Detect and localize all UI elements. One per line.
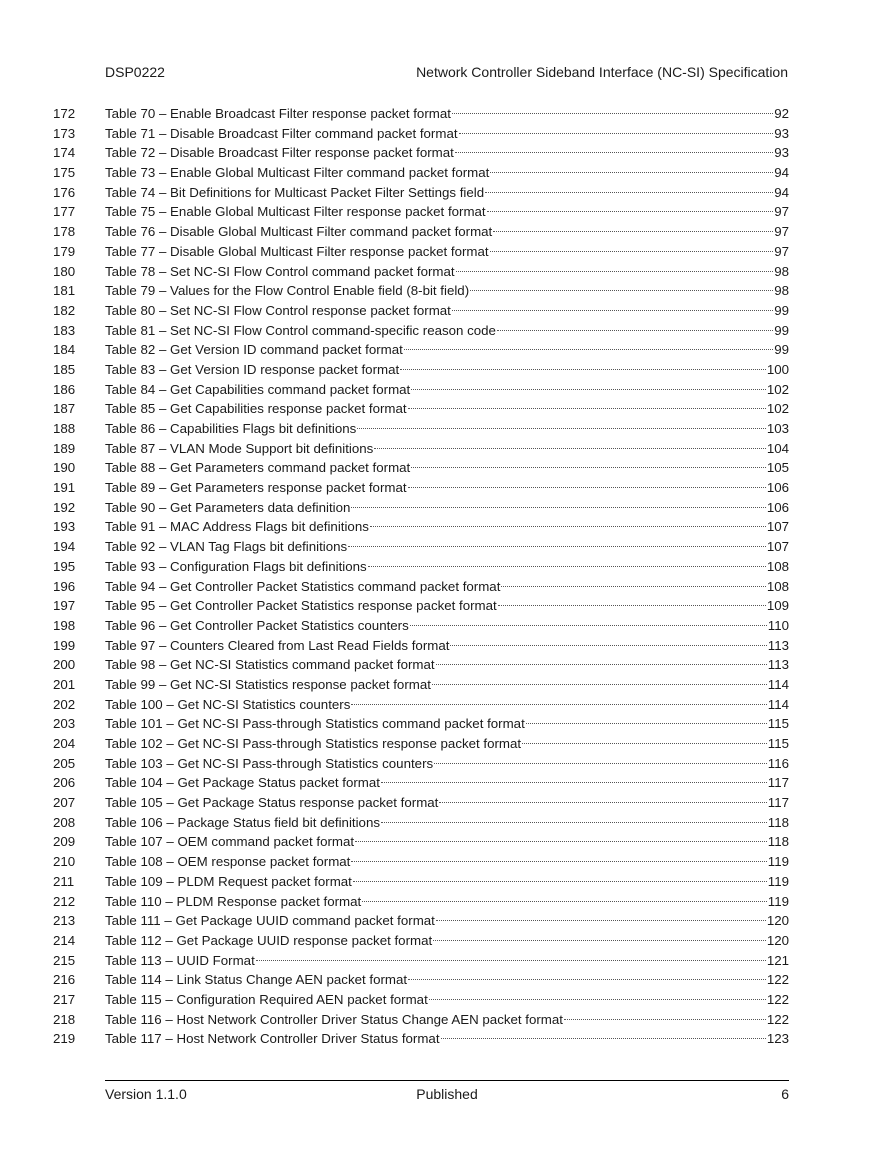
line-number: 202	[53, 696, 76, 712]
toc-entry-title: Table 102 – Get NC-SI Pass-through Statistics response packet format	[105, 736, 522, 751]
toc-row	[53, 675, 789, 695]
dot-leader	[493, 230, 773, 232]
dot-leader	[408, 978, 766, 980]
dot-leader	[452, 112, 773, 114]
dot-leader	[433, 939, 766, 941]
footer-page-number: 6	[781, 1086, 789, 1102]
toc-entry-page: 113	[767, 637, 789, 653]
dot-leader	[256, 959, 766, 961]
toc-entry-link[interactable]	[105, 242, 789, 262]
dot-leader	[564, 1018, 766, 1020]
page-header	[105, 64, 788, 80]
toc-row	[53, 281, 789, 301]
dot-leader	[355, 840, 767, 842]
toc-entry-page: 105	[766, 460, 789, 476]
line-number: 182	[53, 302, 76, 318]
dot-leader	[485, 191, 773, 193]
toc-row	[53, 419, 789, 439]
toc-entry-link[interactable]	[105, 1010, 789, 1030]
toc-row	[53, 931, 789, 951]
toc-entry-title: Table 100 – Get NC-SI Statistics counters	[105, 696, 351, 712]
toc-entry-page: 119	[767, 873, 789, 889]
toc-row	[53, 970, 789, 990]
toc-entry-page: 97	[774, 243, 789, 259]
toc-entry-link[interactable]	[105, 360, 789, 380]
toc-entry-link[interactable]	[105, 872, 789, 892]
toc-entry-title: Table 93 – Configuration Flags bit definitions	[105, 558, 367, 574]
toc-entry-link[interactable]	[105, 813, 789, 833]
toc-entry-title: Table 83 – Get Version ID response packet format	[105, 361, 400, 377]
toc-row	[53, 734, 789, 754]
line-number: 218	[53, 1011, 76, 1027]
dot-leader	[450, 644, 766, 646]
page-footer	[105, 1086, 789, 1102]
toc-entry-page: 122	[766, 1011, 789, 1027]
toc-row	[53, 242, 789, 262]
toc-entry-link[interactable]	[105, 793, 789, 813]
document-title: Network Controller Sideband Interface (NC-SI) Specification	[416, 64, 788, 80]
toc-row	[53, 577, 789, 597]
dot-leader	[522, 742, 767, 744]
line-number: 207	[53, 795, 76, 811]
toc-row	[53, 872, 789, 892]
toc-entry-link[interactable]	[105, 616, 789, 636]
line-number: 190	[53, 460, 76, 476]
dot-leader	[370, 525, 766, 527]
toc-entry-link[interactable]	[105, 143, 789, 163]
dot-leader	[452, 309, 773, 311]
toc-row	[53, 911, 789, 931]
toc-entry-title: Table 110 – PLDM Response packet format	[105, 893, 362, 909]
toc-entry-title: Table 101 – Get NC-SI Pass-through Statistics command packet format	[105, 716, 525, 732]
line-number: 185	[53, 361, 76, 377]
line-number: 219	[53, 1031, 76, 1047]
toc-entry-link[interactable]	[105, 990, 789, 1010]
line-number: 197	[53, 598, 76, 614]
toc-entry-title: Table 105 – Get Package Status response packet format	[105, 795, 439, 811]
toc-row	[53, 104, 789, 124]
toc-entry-link[interactable]	[105, 655, 789, 675]
dot-leader	[441, 1037, 766, 1039]
toc-entry-link[interactable]	[105, 695, 789, 715]
line-number: 186	[53, 381, 76, 397]
toc-entry-title: Table 113 – UUID Format	[105, 952, 255, 968]
toc-entry-page: 119	[767, 854, 789, 870]
toc-row	[53, 990, 789, 1010]
toc-row	[53, 301, 789, 321]
toc-row	[53, 321, 789, 341]
toc-row	[53, 537, 789, 557]
dot-leader	[497, 329, 773, 331]
toc-entry-title: Table 91 – MAC Address Flags bit definitions	[105, 519, 369, 535]
toc-entry-link[interactable]	[105, 892, 789, 912]
toc-entry-title: Table 75 – Enable Global Multicast Filter response packet format	[105, 204, 486, 220]
toc-entry-page: 109	[766, 598, 789, 614]
toc-entry-page: 99	[774, 322, 789, 338]
dot-leader	[487, 210, 774, 212]
toc-entry-page: 117	[767, 795, 789, 811]
toc-entry-link[interactable]	[105, 832, 789, 852]
dot-leader	[432, 683, 767, 685]
line-number: 203	[53, 716, 76, 732]
document-id: DSP0222	[105, 64, 165, 80]
toc-entry-page: 98	[774, 283, 789, 299]
toc-row	[53, 360, 789, 380]
toc-entry-title: Table 116 – Host Network Controller Driver Status Change AEN packet format	[105, 1011, 563, 1027]
toc-entry-title: Table 87 – VLAN Mode Support bit definitions	[105, 440, 374, 456]
toc-entry-link[interactable]	[105, 636, 789, 656]
toc-entry-link[interactable]	[105, 439, 789, 459]
dot-leader	[400, 368, 766, 370]
toc-row	[53, 832, 789, 852]
toc-entry-title: Table 115 – Configuration Required AEN packet format	[105, 991, 428, 1007]
toc-entry-title: Table 73 – Enable Global Multicast Filter command packet format	[105, 165, 490, 181]
toc-entry-link[interactable]	[105, 478, 789, 498]
toc-row	[53, 695, 789, 715]
toc-entry-page: 117	[767, 775, 789, 791]
toc-entry-title: Table 106 – Package Status field bit definitions	[105, 814, 380, 830]
dot-leader	[490, 250, 774, 252]
line-number: 213	[53, 913, 76, 929]
toc-row	[53, 124, 789, 144]
dot-leader	[410, 624, 767, 626]
toc-entry-title: Table 94 – Get Controller Packet Statistics command packet format	[105, 578, 501, 594]
toc-entry-page: 118	[767, 814, 789, 830]
toc-entry-link[interactable]	[105, 281, 789, 301]
toc-row	[53, 636, 789, 656]
toc-entry-title: Table 78 – Set NC-SI Flow Control command packet format	[105, 263, 455, 279]
dot-leader	[439, 801, 766, 803]
toc-entry-title: Table 85 – Get Capabilities response packet format	[105, 401, 407, 417]
toc-entry-title: Table 114 – Link Status Change AEN packet format	[105, 972, 408, 988]
toc-entry-title: Table 108 – OEM response packet format	[105, 854, 351, 870]
toc-entry-link[interactable]	[105, 163, 789, 183]
toc-entry-link[interactable]	[105, 754, 789, 774]
toc-entry-link[interactable]	[105, 773, 789, 793]
toc-entry-title: Table 70 – Enable Broadcast Filter response packet format	[105, 106, 451, 121]
toc-entry-link[interactable]	[105, 931, 789, 951]
toc-entry-link[interactable]	[105, 340, 789, 360]
toc-entry-title: Table 95 – Get Controller Packet Statistics response packet format	[105, 598, 497, 614]
toc-row	[53, 773, 789, 793]
toc-row	[53, 1010, 789, 1030]
toc-entry-page: 120	[766, 913, 789, 929]
toc-row	[53, 892, 789, 912]
toc-entry-title: Table 89 – Get Parameters response packet format	[105, 480, 407, 496]
toc-entry-link[interactable]	[105, 380, 789, 400]
dot-leader	[434, 762, 767, 764]
toc-entry-page: 115	[767, 736, 789, 751]
toc-entry-page: 114	[767, 696, 789, 712]
line-number: 201	[53, 676, 76, 692]
toc-entry-page: 100	[766, 361, 789, 377]
footer-version: Version 1.1.0	[105, 1086, 187, 1102]
line-number: 200	[53, 657, 76, 673]
line-number: 212	[53, 893, 76, 909]
toc-entry-page: 119	[767, 893, 789, 909]
line-number: 193	[53, 519, 76, 535]
dot-leader	[374, 447, 765, 449]
line-number: 173	[53, 125, 76, 141]
line-number: 214	[53, 932, 76, 948]
toc-entry-link[interactable]	[105, 911, 789, 931]
toc-entry-title: Table 88 – Get Parameters command packet format	[105, 460, 411, 476]
toc-entry-page: 99	[774, 342, 789, 358]
line-number: 196	[53, 578, 76, 594]
toc-row	[53, 1029, 789, 1049]
toc-entry-title: Table 71 – Disable Broadcast Filter command packet format	[105, 125, 458, 141]
line-number: 188	[53, 421, 76, 436]
footer-status: Published	[416, 1086, 478, 1102]
toc-entry-title: Table 104 – Get Package Status packet format	[105, 775, 380, 791]
toc-entry-page: 108	[766, 558, 789, 574]
dot-leader	[470, 289, 773, 291]
dot-leader	[411, 466, 766, 468]
toc-entry-page: 120	[766, 932, 789, 948]
list-of-tables	[53, 104, 789, 1049]
toc-entry-page: 123	[766, 1031, 789, 1047]
toc-entry-title: Table 77 – Disable Global Multicast Filter response packet format	[105, 243, 489, 259]
toc-entry-title: Table 97 – Counters Cleared from Last Read Fields format	[105, 637, 450, 653]
dot-leader	[351, 860, 766, 862]
dot-leader	[348, 545, 766, 547]
toc-entry-page: 98	[774, 263, 789, 279]
toc-entry-page: 110	[767, 617, 789, 633]
toc-entry-link[interactable]	[105, 458, 789, 478]
toc-entry-link[interactable]	[105, 970, 789, 990]
line-number: 175	[53, 165, 76, 181]
toc-entry-page: 115	[767, 716, 789, 732]
toc-entry-title: Table 81 – Set NC-SI Flow Control command-specific reason code	[105, 322, 496, 338]
toc-entry-page: 108	[766, 578, 789, 594]
toc-entry-title: Table 107 – OEM command packet format	[105, 834, 355, 850]
toc-entry-page: 118	[767, 834, 789, 850]
dot-leader	[351, 703, 766, 705]
toc-row	[53, 262, 789, 282]
dot-leader	[436, 663, 767, 665]
toc-entry-page: 107	[766, 519, 789, 535]
toc-entry-title: Table 86 – Capabilities Flags bit definitions	[105, 421, 357, 436]
line-number: 187	[53, 401, 76, 417]
dot-leader	[351, 506, 765, 508]
toc-row	[53, 340, 789, 360]
toc-entry-link[interactable]	[105, 124, 789, 144]
toc-entry-title: Table 82 – Get Version ID command packet format	[105, 342, 403, 358]
line-number: 210	[53, 854, 76, 870]
toc-row	[53, 478, 789, 498]
toc-entry-link[interactable]	[105, 104, 789, 124]
toc-row	[53, 951, 789, 971]
toc-entry-link[interactable]	[105, 419, 789, 439]
toc-entry-title: Table 96 – Get Controller Packet Statistics counters	[105, 617, 409, 633]
toc-row	[53, 655, 789, 675]
toc-row	[53, 183, 789, 203]
toc-entry-page: 97	[774, 224, 789, 240]
toc-entry-link[interactable]	[105, 202, 789, 222]
toc-entry-title: Table 72 – Disable Broadcast Filter response packet format	[105, 145, 454, 161]
toc-entry-page: 99	[774, 302, 789, 318]
toc-row	[53, 439, 789, 459]
line-number: 215	[53, 952, 76, 968]
toc-row	[53, 616, 789, 636]
line-number: 184	[53, 342, 76, 358]
line-number: 192	[53, 499, 76, 515]
toc-entry-title: Table 117 – Host Network Controller Driver Status format	[105, 1031, 440, 1047]
toc-entry-page: 107	[766, 539, 789, 555]
dot-leader	[526, 722, 767, 724]
dot-leader	[368, 565, 766, 567]
toc-entry-link[interactable]	[105, 675, 789, 695]
toc-entry-page: 122	[766, 991, 789, 1007]
toc-entry-page: 122	[766, 972, 789, 988]
toc-row	[53, 517, 789, 537]
line-number: 180	[53, 263, 76, 279]
toc-entry-page: 94	[774, 165, 789, 181]
line-number: 204	[53, 736, 76, 751]
toc-entry-link[interactable]	[105, 1029, 789, 1049]
toc-entry-title: Table 74 – Bit Definitions for Multicast Packet Filter Settings field	[105, 184, 485, 200]
toc-entry-title: Table 99 – Get NC-SI Statistics response packet format	[105, 676, 431, 692]
dot-leader	[459, 132, 774, 134]
toc-entry-link[interactable]	[105, 596, 789, 616]
toc-entry-link[interactable]	[105, 951, 789, 971]
line-number: 211	[53, 873, 75, 889]
toc-entry-page: 106	[766, 499, 789, 515]
line-number: 176	[53, 184, 76, 200]
toc-entry-link[interactable]	[105, 517, 789, 537]
dot-leader	[501, 585, 765, 587]
toc-entry-page: 114	[767, 676, 789, 692]
toc-entry-link[interactable]	[105, 537, 789, 557]
toc-entry-page: 103	[766, 421, 789, 436]
dot-leader	[456, 270, 774, 272]
toc-entry-page: 94	[774, 184, 789, 200]
toc-entry-title: Table 98 – Get NC-SI Statistics command packet format	[105, 657, 435, 673]
toc-entry-title: Table 80 – Set NC-SI Flow Control response packet format	[105, 302, 451, 318]
toc-entry-page: 92	[774, 106, 789, 121]
line-number: 199	[53, 637, 76, 653]
dot-leader	[455, 151, 773, 153]
toc-entry-link[interactable]	[105, 577, 789, 597]
toc-entry-link[interactable]	[105, 852, 789, 872]
toc-entry-link[interactable]	[105, 557, 789, 577]
toc-entry-link[interactable]	[105, 321, 789, 341]
toc-entry-title: Table 111 – Get Package UUID command packet format	[105, 913, 435, 929]
dot-leader	[408, 486, 766, 488]
toc-row	[53, 458, 789, 478]
toc-entry-page: 104	[766, 440, 789, 456]
toc-row	[53, 222, 789, 242]
toc-entry-page: 116	[767, 755, 789, 771]
toc-row	[53, 557, 789, 577]
line-number: 189	[53, 440, 76, 456]
toc-entry-title: Table 109 – PLDM Request packet format	[105, 873, 352, 889]
toc-entry-link[interactable]	[105, 301, 789, 321]
toc-row	[53, 498, 789, 518]
toc-entry-page: 93	[774, 125, 789, 141]
toc-row	[53, 163, 789, 183]
dot-leader	[381, 781, 767, 783]
toc-row	[53, 813, 789, 833]
dot-leader	[408, 407, 766, 409]
toc-row	[53, 380, 789, 400]
toc-entry-title: Table 79 – Values for the Flow Control Enable field (8-bit field)	[105, 283, 470, 299]
line-number: 216	[53, 972, 76, 988]
toc-entry-title: Table 92 – VLAN Tag Flags bit definitions	[105, 539, 348, 555]
dot-leader	[411, 388, 766, 390]
toc-entry-title: Table 103 – Get NC-SI Pass-through Statistics counters	[105, 755, 434, 771]
toc-entry-link[interactable]	[105, 222, 789, 242]
dot-leader	[490, 171, 773, 173]
toc-entry-page: 93	[774, 145, 789, 161]
footer-divider	[105, 1080, 789, 1081]
line-number: 209	[53, 834, 76, 850]
dot-leader	[498, 604, 766, 606]
toc-row	[53, 714, 789, 734]
toc-entry-page: 102	[766, 401, 789, 417]
line-number: 195	[53, 558, 76, 574]
dot-leader	[381, 821, 767, 823]
line-number: 205	[53, 755, 76, 771]
toc-entry-link[interactable]	[105, 734, 789, 754]
toc-row	[53, 143, 789, 163]
toc-row	[53, 596, 789, 616]
line-number: 217	[53, 991, 76, 1007]
line-number: 183	[53, 322, 76, 338]
toc-entry-link[interactable]	[105, 262, 789, 282]
toc-entry-page: 97	[774, 204, 789, 220]
dot-leader	[436, 919, 766, 921]
dot-leader	[429, 998, 766, 1000]
line-number: 194	[53, 539, 76, 555]
toc-row	[53, 754, 789, 774]
line-number: 198	[53, 617, 76, 633]
toc-entry-title: Table 84 – Get Capabilities command packet format	[105, 381, 411, 397]
toc-row	[53, 852, 789, 872]
toc-row	[53, 793, 789, 813]
line-number: 181	[53, 283, 76, 299]
dot-leader	[353, 880, 767, 882]
toc-entry-title: Table 90 – Get Parameters data definition	[105, 499, 351, 515]
toc-entry-page: 113	[767, 657, 789, 673]
line-number: 191	[53, 480, 76, 496]
line-number: 208	[53, 814, 76, 830]
line-number: 179	[53, 243, 76, 259]
toc-entry-link[interactable]	[105, 714, 789, 734]
line-number: 172	[53, 106, 76, 121]
toc-entry-title: Table 76 – Disable Global Multicast Filter command packet format	[105, 224, 493, 240]
toc-entry-link[interactable]	[105, 183, 789, 203]
toc-entry-title: Table 112 – Get Package UUID response packet format	[105, 932, 433, 948]
dot-leader	[362, 900, 767, 902]
line-number: 177	[53, 204, 76, 220]
toc-entry-page: 106	[766, 480, 789, 496]
toc-row	[53, 202, 789, 222]
toc-entry-link[interactable]	[105, 498, 789, 518]
toc-row	[53, 399, 789, 419]
toc-entry-link[interactable]	[105, 399, 789, 419]
dot-leader	[357, 427, 766, 429]
line-number: 178	[53, 224, 76, 240]
toc-entry-page: 102	[766, 381, 789, 397]
line-number: 174	[53, 145, 76, 161]
toc-entry-page: 121	[766, 952, 789, 968]
line-number: 206	[53, 775, 76, 791]
dot-leader	[404, 348, 773, 350]
